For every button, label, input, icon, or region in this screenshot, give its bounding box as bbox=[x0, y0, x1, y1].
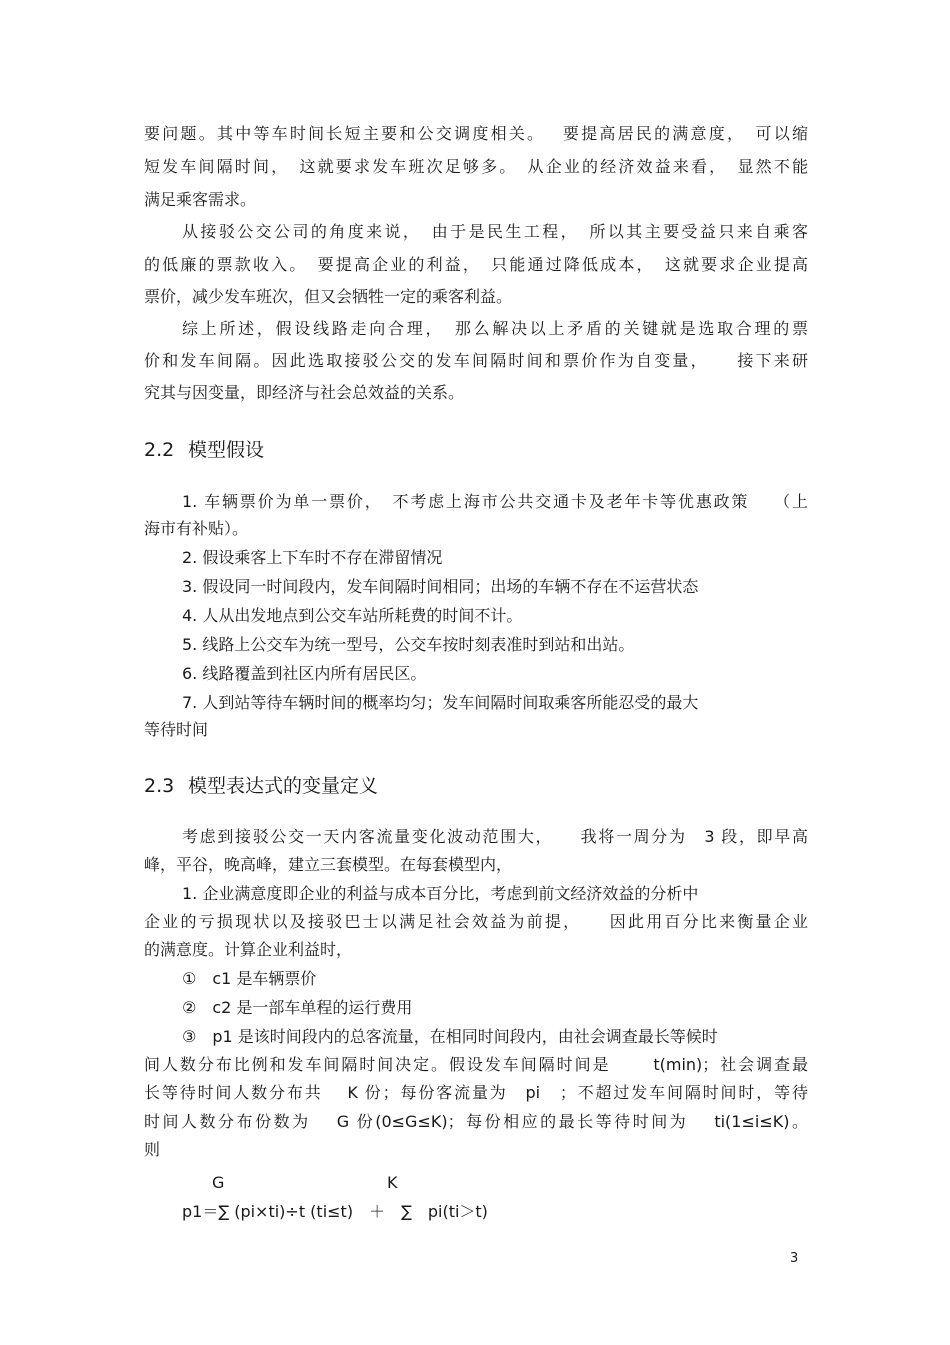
intro-line-3: 满足乘客需求。 bbox=[144, 190, 257, 209]
intro-line-5: 的低廉的票款收入。 要提高企业的利益， 只能通过降低成本， 这就要求企业提高 bbox=[144, 255, 808, 274]
sum-upper-limit-k: K bbox=[387, 1173, 398, 1192]
definition-line-4: 企业的亏损现状以及接驳巴士以满足社会效益为前提， 因此用百分比来衡量企业 bbox=[144, 912, 808, 931]
definition-line-5: 的满意度。计算企业利益时， bbox=[144, 940, 353, 959]
intro-line-8: 价和发车间隔。因此选取接驳公交的发车间隔时间和票价作为自变量， 接下来研 bbox=[144, 351, 808, 370]
definition-line-9: 间人数分布比例和发车间隔时间决定。假设发车间隔时间是 t(min)；社会调查最 bbox=[144, 1055, 808, 1074]
intro-line-9: 究其与因变量，即经济与社会总效益的关系。 bbox=[144, 383, 465, 402]
section-title: 模型假设 bbox=[188, 439, 265, 461]
assumption-2: 2. 假设乘客上下车时不存在滞留情况 bbox=[182, 548, 443, 567]
assumption-4: 4. 人从出发地点到公交车站所耗费的时间不计。 bbox=[182, 606, 523, 625]
page-number: 3 bbox=[790, 1251, 799, 1266]
section-number: 2.2 bbox=[144, 439, 175, 461]
intro-line-6: 票价，减少发车班次，但又会牺牲一定的乘客利益。 bbox=[144, 287, 513, 306]
assumption-7-line-2: 等待时间 bbox=[144, 720, 209, 739]
intro-line-7: 综上所述，假设线路走向合理， 那么解决以上矛盾的关键就是选取合理的票 bbox=[182, 319, 808, 338]
section-2-2-heading bbox=[144, 438, 264, 462]
section-2-3-heading bbox=[144, 774, 378, 798]
assumption-3: 3. 假设同一时间段内，发车间隔时间相同；出场的车辆不存在不运营状态 bbox=[182, 577, 699, 596]
assumption-5: 5. 线路上公交车为统一型号，公交车按时刻表准时到站和出站。 bbox=[182, 635, 635, 654]
intro-line-4: 从接驳公交公司的角度来说， 由于是民生工程， 所以其主要受益只来自乘客 bbox=[182, 222, 808, 241]
definition-line-1: 考虑到接驳公交一天内客流量变化波动范围大， 我将一周分为 3 段，即早高 bbox=[182, 827, 808, 846]
definition-line-11: 时间人数分布份数为 G 份(0≤G≤K)；每份相应的最长等待时间为 ti(1≤i≤K)。 bbox=[144, 1112, 808, 1131]
definition-item-c1: ① c1 是车辆票价 bbox=[182, 969, 317, 988]
section-title: 模型表达式的变量定义 bbox=[188, 775, 379, 797]
assumption-1-line-1: 1. 车辆票价为单一票价， 不考虑上海市公共交通卡及老年卡等优惠政策 （上 bbox=[182, 492, 808, 511]
definition-item-p1: ③ p1 是该时间段内的总客流量，在相同时间段内，由社会调查最长等候时 bbox=[182, 1027, 718, 1046]
definition-line-12: 则 bbox=[144, 1140, 161, 1159]
assumption-6: 6. 线路覆盖到社区内所有居民区。 bbox=[182, 664, 427, 683]
definition-line-10: 长等待时间人数分布共 K 份；每份客流量为 pi ；不超过发车间隔时间时，等待 bbox=[144, 1083, 808, 1102]
definition-line-2: 峰，平谷，晚高峰，建立三套模型。在每套模型内， bbox=[144, 855, 513, 874]
definition-line-3: 1. 企业满意度即企业的利益与成本百分比，考虑到前文经济效益的分析中 bbox=[182, 884, 699, 903]
sum-upper-limit-g: G bbox=[212, 1173, 225, 1192]
section-number: 2.3 bbox=[144, 775, 175, 797]
assumption-1-line-2: 海市有补贴）。 bbox=[144, 519, 249, 538]
assumption-7-line-1: 7. 人到站等待车辆时间的概率均匀；发车间隔时间取乘客所能忍受的最大 bbox=[182, 693, 699, 712]
intro-line-1: 要问题。其中等车时间长短主要和公交调度相关。 要提高居民的满意度， 可以缩 bbox=[144, 124, 808, 143]
formula-p1: p1＝∑ (pi×ti)÷t (ti≤t) ＋ ∑ pi(ti＞t) bbox=[182, 1202, 488, 1221]
definition-item-c2: ② c2 是一部车单程的运行费用 bbox=[182, 998, 413, 1017]
intro-line-2: 短发车间隔时间， 这就要求发车班次足够多。 从企业的经济效益来看， 显然不能 bbox=[144, 157, 808, 176]
